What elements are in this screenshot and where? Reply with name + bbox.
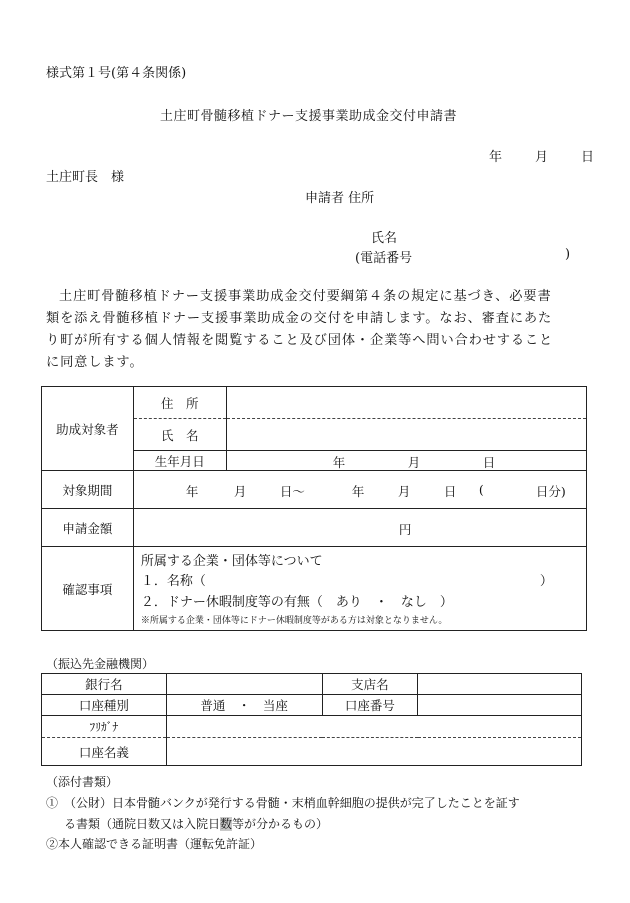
amount-field[interactable] (133, 509, 586, 547)
branch-label: 支店名 (322, 674, 418, 695)
attachment-1-line-2-pre: る書類（通院日数又は入院日 (64, 817, 221, 831)
period-field[interactable] (133, 471, 586, 509)
attachments-label: （添付書類） (46, 775, 119, 789)
application-table (41, 386, 587, 631)
confirm-field (133, 547, 586, 631)
account-number-label: 口座番号 (322, 695, 418, 716)
bank-name-label: 銀行名 (42, 674, 167, 695)
date-month: 月 (535, 150, 549, 165)
branch-field[interactable] (418, 674, 582, 695)
confirm-item-1-close: ） (539, 574, 553, 589)
furigana-label: ﾌﾘｶﾞﾅ (42, 716, 167, 738)
form-code: 様式第１号(第４条関係) (46, 66, 187, 81)
subject-birth-label: 生年月日 (133, 451, 226, 471)
bank-section-label: （振込先金融機関） (46, 657, 155, 671)
subject-birth-field[interactable] (226, 451, 586, 471)
document-title: 土庄町骨髄移植ドナー支援事業助成金交付申請書 (160, 109, 458, 124)
amount-label: 申請金額 (42, 509, 134, 547)
holder-label: 口座名義 (42, 738, 167, 766)
confirm-item-2[interactable]: ２．ドナー休暇制度等の有無（ あり ・ なし ） (140, 595, 453, 610)
highlighted-character: 数 (220, 817, 233, 831)
period-year-1: 年 (185, 484, 199, 499)
attachment-2: ②本人確認できる証明書（運転免許証） (46, 837, 263, 851)
subject-address-field[interactable] (226, 387, 586, 419)
subject-name-field[interactable] (226, 419, 586, 451)
applicant-name-label: 氏名 (371, 231, 398, 246)
attachment-1-line-2-post: 等が分かるもの） (232, 817, 329, 831)
attachment-1-line-2 (64, 815, 328, 832)
subject-address-label: 住 所 (133, 387, 226, 419)
confirm-note: ※所属する企業・団体等にドナー休暇制度等がある方は対象となりません。 (140, 616, 448, 626)
applicant-address-label: 申請者 住所 (305, 191, 375, 206)
period-label: 対象期間 (42, 471, 134, 509)
subject-name-label: 氏 名 (133, 419, 226, 451)
body-line-1: 土庄町骨髄移植ドナー支援事業助成金交付要綱第４条の規定に基づき、必要書 (59, 289, 552, 304)
period-day-2: 日 (443, 484, 457, 499)
account-number-field[interactable] (418, 695, 582, 716)
furigana-field[interactable] (166, 716, 581, 738)
amount-unit: 円 (398, 522, 412, 537)
applicant-phone-label: (電話番号 (355, 251, 413, 266)
date-day: 日 (581, 150, 595, 165)
period-days-close: 日分) (535, 484, 566, 499)
account-type-label: 口座種別 (42, 695, 167, 716)
confirm-head: 所属する企業・団体等について (140, 554, 323, 569)
body-line-4: に同意します。 (46, 355, 144, 370)
period-month-1: 月 (233, 484, 247, 499)
birth-month: 月 (407, 455, 421, 470)
period-day-1: 日〜 (279, 484, 305, 499)
confirm-label: 確認事項 (42, 547, 134, 631)
applicant-phone-close: ) (565, 247, 571, 262)
bank-name-field[interactable] (166, 674, 322, 695)
confirm-item-1: １．名称（ (140, 574, 206, 589)
holder-field[interactable] (166, 738, 581, 766)
body-line-2: 類を添え骨髄移植ドナー支援事業助成金の交付を申請します。なお、審査にあた (46, 311, 553, 326)
date-year: 年 (489, 150, 503, 165)
body-line-3: り町が所有する個人情報を閲覧すること及び団体・企業等へ問い合わせすること (46, 333, 554, 348)
attachment-1-line-1: ① （公財）日本骨髄バンクが発行する骨髄・末梢血幹細胞の提供が完了したことを証す (46, 796, 520, 810)
subject-label: 助成対象者 (42, 387, 134, 471)
addressee: 土庄町長 様 (46, 170, 125, 185)
bank-table (41, 673, 582, 766)
account-type-options[interactable]: 普通 ・ 当座 (166, 695, 322, 716)
birth-day: 日 (482, 455, 496, 470)
birth-year: 年 (332, 455, 346, 470)
period-month-2: 月 (397, 484, 411, 499)
period-days-open: ( (478, 482, 484, 497)
period-year-2: 年 (351, 484, 365, 499)
